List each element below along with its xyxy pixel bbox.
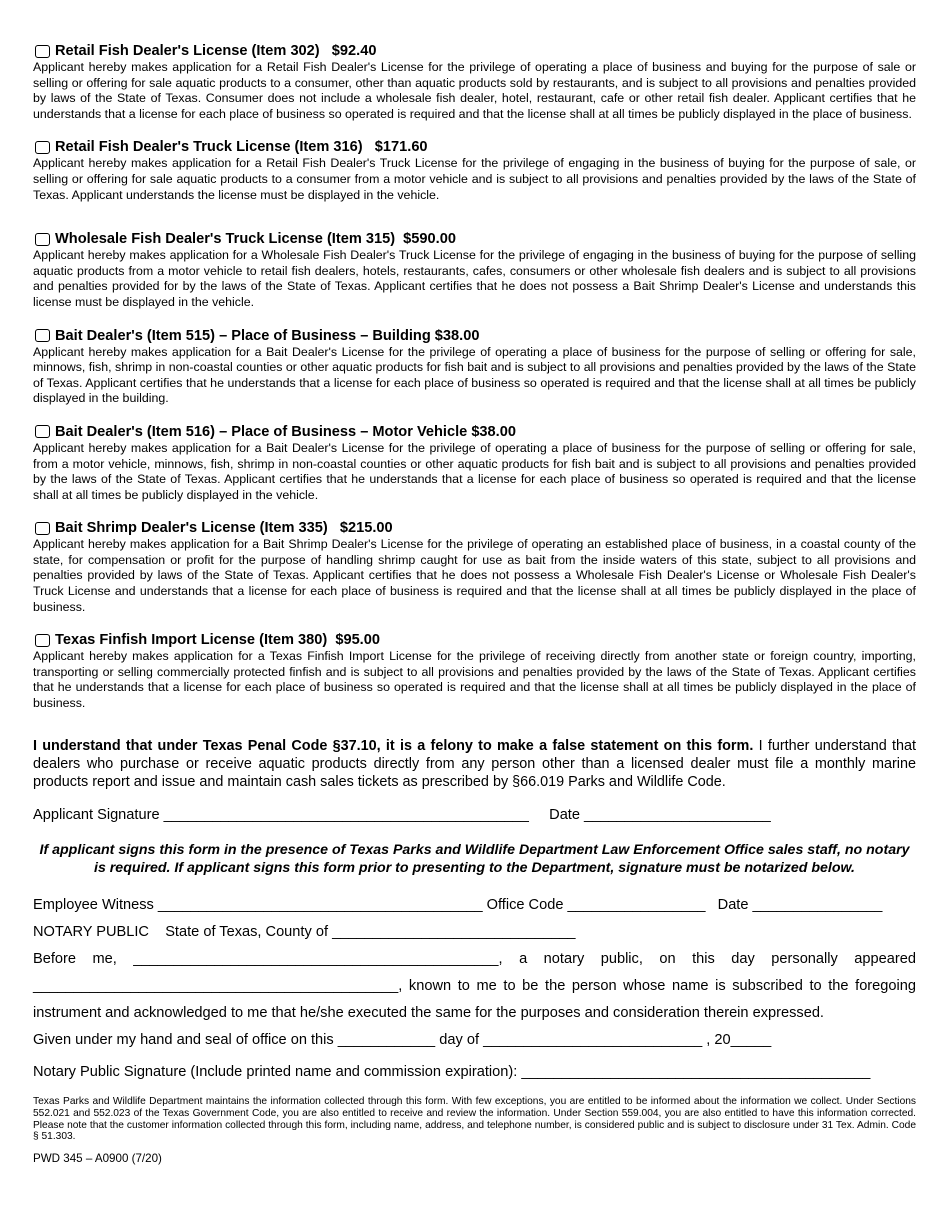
license-description: Applicant hereby makes application for a Retail Fish Dealer's Truck License for the privilege of engaging in the business of buying for the purpose of sale, or selling or offering for sale aquatic products to a consumer from a motor vehicle and is subject to all provisions and penalties provided by the laws of the State of Texas. Applicant understands the license must be displayed in the vehicle. xyxy=(33,156,916,202)
office-code-label: Office Code xyxy=(486,897,564,914)
form-number: PWD 345 – A0900 (7/20) xyxy=(33,1152,162,1166)
license-retail-fish-dealer-truck xyxy=(33,138,916,203)
license-description: Applicant hereby makes application for a Bait Shrimp Dealer's License for the privilege of operating an established place of business, in a coastal county of the state, for compensation or profit for the purpose of handling shrimp caught for use as bait from the inside waters of this state, subject to all provisions and penalties provided by laws of the State of Texas. Applicant certifies that he does not possess a Wholesale Fish Dealer's License or Wholesale Fish Dealer's Truck License and understands that a license for each place of business is required and that the license shall at all times be publicly displayed in the place of business. xyxy=(33,537,916,614)
notary-given-row xyxy=(33,1031,916,1049)
license-description: Applicant hereby makes application for a Texas Finfish Import License for the privilege of receiving directly from another state or foreign country, importing, transporting or selling commercially protected finfish and is subject to all provisions and penalties provided by the laws of the State of Texas. Applicant certifies that he understands that a license for each place of business so operated is required and that the license shall at all times be publicly displayed in the place of business. xyxy=(33,649,916,711)
license-title: Bait Shrimp Dealer's License (Item 335) $215.00 xyxy=(55,520,393,537)
notary-before-me-row xyxy=(33,950,916,968)
license-bait-shrimp-dealer xyxy=(33,519,916,615)
applicant-signature-field[interactable]: _____________________________________________ xyxy=(163,807,529,824)
license-description: Applicant hereby makes application for a Retail Fish Dealer's License for the privilege of operating a place of business and buying for the purpose of sale or selling or offering for sale aquatic products to a consumer, other than aquatic products sold by restaurants, and is subject to all provisions and penalties provided by laws of the State of Texas. Consumer does not include a wholesale fish dealer, hotel, restaurant, cafe or other retail fish dealer. Applicant certifies that he understands that a license for each place of business so operated is required and that the license shall at all times be publicly displayed in the place of business. xyxy=(33,60,916,121)
form-page xyxy=(33,42,916,1166)
license-title-row xyxy=(33,327,916,345)
license-title: Retail Fish Dealer's Truck License (Item 316) $171.60 xyxy=(55,139,428,156)
appearing-person-field[interactable]: _____________________________________________, xyxy=(133,951,503,968)
penal-code-statement xyxy=(33,737,916,792)
license-title: Wholesale Fish Dealer's Truck License (Item 315) $590.00 xyxy=(55,231,456,248)
license-title: Texas Finfish Import License (Item 380) $95.00 xyxy=(55,632,380,649)
license-title-row xyxy=(33,519,916,537)
notary-requirement-notice: If applicant signs this form in the presence of Texas Parks and Wildlife Department Law Enforcement Office sales staff, no notary is required. If applicant signs this form prior to presenting to the Department, signature must be notarized below. xyxy=(39,842,910,876)
person-name-field[interactable]: _____________________________________________ xyxy=(33,978,399,995)
license-title: Bait Dealer's (Item 515) – Place of Business – Building $38.00 xyxy=(55,327,480,344)
applicant-signature-row xyxy=(33,806,916,824)
notary-signature-label: Notary Public Signature (Include printed name and commission expiration): xyxy=(33,1064,518,1081)
notary-signature-field[interactable]: ___________________________________________ xyxy=(521,1064,871,1081)
day-field[interactable]: ____________ xyxy=(337,1032,436,1049)
statement-bold: I understand that under Texas Penal Code §37.10, it is a felony to make a false statement on this form. xyxy=(33,737,754,754)
notary-name-row xyxy=(33,977,916,995)
privacy-notice: Texas Parks and Wildlife Department maintains the information collected through this form. With few exceptions, you are entitled to be informed about the information we collect. Under Sections 552.021 and 552.023 of the Texas Government Code, you are also entitled to receive and review the information. Under Section 559.004, you are also entitled to have this information corrected. Please note that the customer information collected through this form, including name, address, and telephone number, is considered public and is subject to disclosure under 31 Tex. Admin. Code § 51.303. xyxy=(33,1096,916,1143)
license-title-row xyxy=(33,138,916,156)
license-title: Retail Fish Dealer's License (Item 302) $92.40 xyxy=(55,43,377,59)
notary-instrument-row: instrument and acknowledged to me that he/she executed the same for the purposes and consideration therein expressed. xyxy=(33,1005,824,1022)
license-title-row xyxy=(33,230,916,248)
license-checkbox[interactable] xyxy=(35,45,50,58)
license-title-row xyxy=(33,423,916,441)
license-title-row xyxy=(33,42,916,60)
witness-date-label: Date xyxy=(717,897,749,914)
license-wholesale-fish-dealer-truck xyxy=(33,230,916,310)
notary-public-header: NOTARY PUBLIC xyxy=(33,924,149,941)
appeared-text: a notary public, on this day personally appeared xyxy=(519,951,916,968)
license-checkbox[interactable] xyxy=(35,425,50,438)
witness-date-field[interactable]: ________________ xyxy=(752,897,883,914)
license-retail-fish-dealer xyxy=(33,42,916,122)
day-of-label: day of xyxy=(439,1032,480,1049)
license-texas-finfish-import xyxy=(33,631,916,711)
applicant-date-label: Date xyxy=(549,807,580,824)
license-bait-dealer-motor-vehicle xyxy=(33,423,916,503)
license-checkbox[interactable] xyxy=(35,233,50,246)
license-checkbox[interactable] xyxy=(35,634,50,647)
applicant-date-field[interactable]: _______________________ xyxy=(584,807,771,824)
month-field[interactable]: ___________________________ xyxy=(483,1032,703,1049)
known-to-me-text: , known to me to be the person whose name is subscribed to the foregoing xyxy=(398,978,916,995)
year-prefix: , 20 xyxy=(706,1032,731,1049)
employee-witness-label: Employee Witness xyxy=(33,897,154,914)
notary-county-label: State of Texas, County of xyxy=(165,924,328,941)
employee-witness-field[interactable]: ________________________________________ xyxy=(157,897,483,914)
license-title-row xyxy=(33,631,916,649)
given-label: Given under my hand and seal of office on this xyxy=(33,1032,334,1049)
license-description: Applicant hereby makes application for a Bait Dealer's License for the privilege of operating a place of business for the purpose of selling or offering for sale, from a motor vehicle, minnows, fish, shrimp in non-coastal counties or other aquatic products for fish bait and is subject to all provisions and penalties provided by the laws of the State of Texas. Applicant certifies that he understands that a license for each place of business so operated is required and that the license shall at all times be publicly displayed in the vehicle. xyxy=(33,440,916,502)
license-checkbox[interactable] xyxy=(35,522,50,535)
statement-rest: I further understand that dealers who purchase or receive aquatic products directly from any person other than a licensed dealer must file a monthly marine products report and issue and maintain cash sales tickets as prescribed by §66.019 Parks and Wildlife Code. xyxy=(33,737,916,791)
license-checkbox[interactable] xyxy=(35,329,50,342)
notary-signature-row xyxy=(33,1063,916,1081)
license-description: Applicant hereby makes application for a Bait Dealer's License for the privilege of operating a place of business for the purpose of selling or offering for sale, minnows, fish, shrimp in non-coastal counties or other aquatic products for fish bait and is subject to all provisions and penalties provided by the laws of the State of Texas. Applicant certifies that he understands that a license for each place of business so operated is required and that the license shall at all times be publicly displayed in the building. xyxy=(33,344,916,406)
license-description: Applicant hereby makes application for a Wholesale Fish Dealer's Truck License for the privilege of engaging in the business of buying for the purpose of selling aquatic products from a motor vehicle to retail fish dealers, hotels, restaurants, cafes, consumers or other wholesale fish dealers and is subject to all provisions and penalties provided for by the laws of the State of Texas. Applicant certifies that he does not possess a Bait Shrimp Dealer's License and understands this license must be displayed in the vehicle. xyxy=(33,248,916,309)
office-code-field[interactable]: _________________ xyxy=(567,897,706,914)
license-title: Bait Dealer's (Item 516) – Place of Business – Motor Vehicle $38.00 xyxy=(55,423,516,440)
applicant-signature-label: Applicant Signature xyxy=(33,807,160,824)
notary-county-row xyxy=(33,923,916,941)
employee-witness-row xyxy=(33,896,916,914)
license-checkbox[interactable] xyxy=(35,141,50,154)
year-field[interactable]: _____ xyxy=(730,1032,772,1049)
notary-county-field[interactable]: ______________________________ xyxy=(332,924,576,941)
license-bait-dealer-building xyxy=(33,327,916,407)
before-me-label: Before me, xyxy=(33,951,117,968)
